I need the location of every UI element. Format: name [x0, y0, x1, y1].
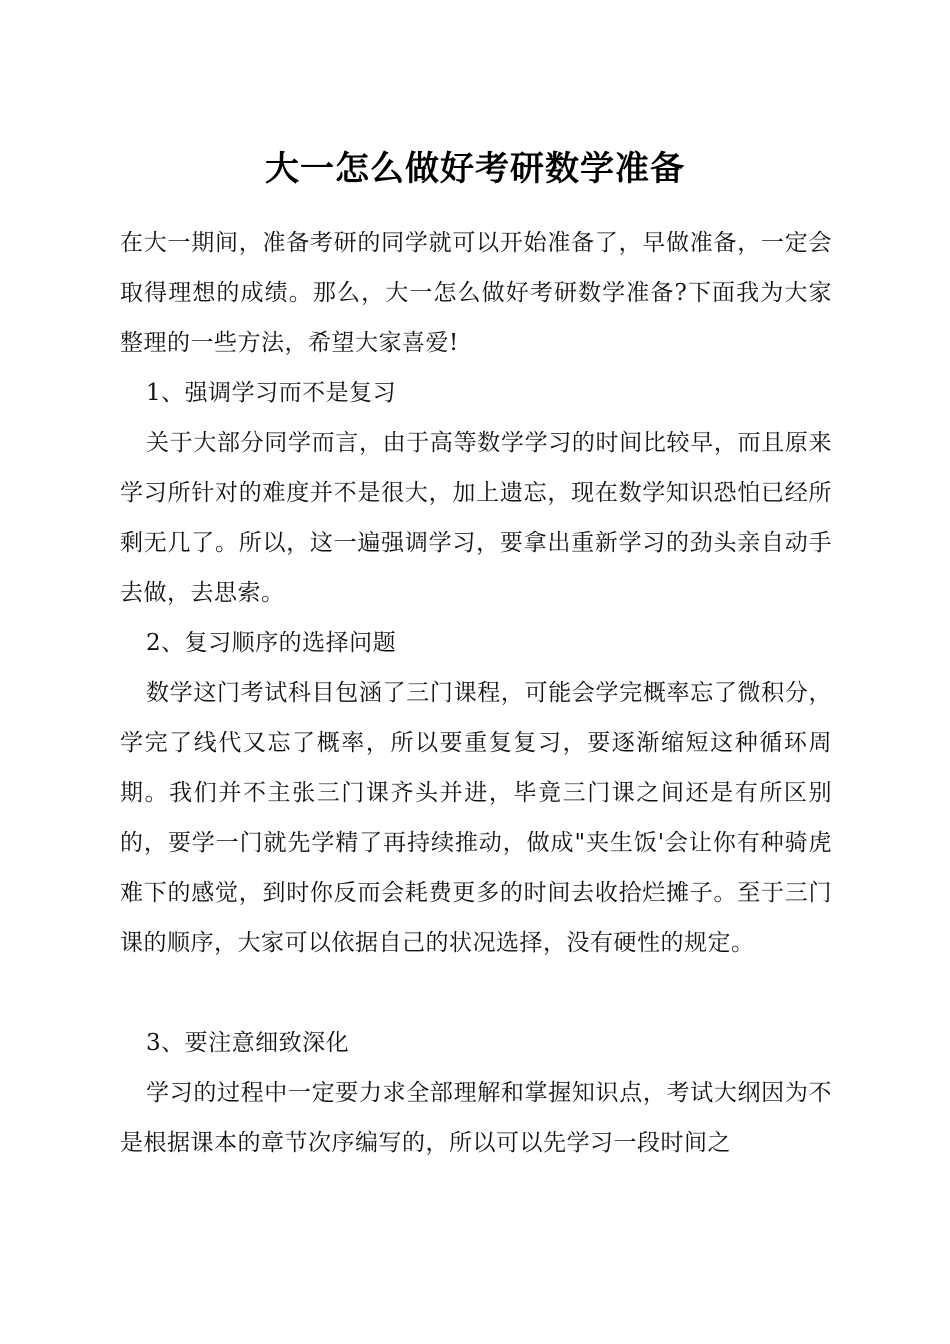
section-paragraph-1: 关于大部分同学而言，由于高等数学学习的时间比较早，而且原来学习所针对的难度并不是很大，加上遗忘，现在数学知识恐怕已经所剩无几了。所以，这一遍强调学习，要拿出重新学习的劲头亲自动手去做，去思索。	[120, 430, 832, 606]
section-paragraph-2: 数学这门考试科目包涵了三门课程，可能会学完概率忘了微积分，学完了线代又忘了概率，所以要重复复习，要逐渐缩短这种循环周期。我们并不主张三门课齐头并进，毕竟三门课之间还是有所区别的，要学一门就先学精了再持续推动，做成"夹生饭'会让你有种骑虎难下的感觉，到时你反而会耗费更多的时间去收拾烂摊子。至于三门课的顺序，大家可以依据自己的状况选择，没有硬性的规定。	[120, 680, 832, 956]
section-heading-2: 2、复习顺序的选择问题	[146, 630, 397, 656]
section-heading-3: 3、要注意细致深化	[146, 1030, 350, 1056]
intro-paragraph: 在大一期间，准备考研的同学就可以开始准备了，早做准备，一定会取得理想的成绩。那么，大一怎么做好考研数学准备?下面我为大家整理的一些方法，希望大家喜爱!	[120, 230, 832, 356]
section-heading-1: 1、强调学习而不是复习	[146, 380, 397, 406]
document-title: 大一怎么做好考研数学准备	[265, 149, 685, 189]
paragraph-spacer	[120, 968, 832, 1018]
section-paragraph-3: 学习的过程中一定要力求全部理解和掌握知识点，考试大纲因为不是根据课本的章节次序编写的，所以可以先学习一段时间之	[120, 1080, 832, 1156]
document-body	[120, 218, 832, 1168]
